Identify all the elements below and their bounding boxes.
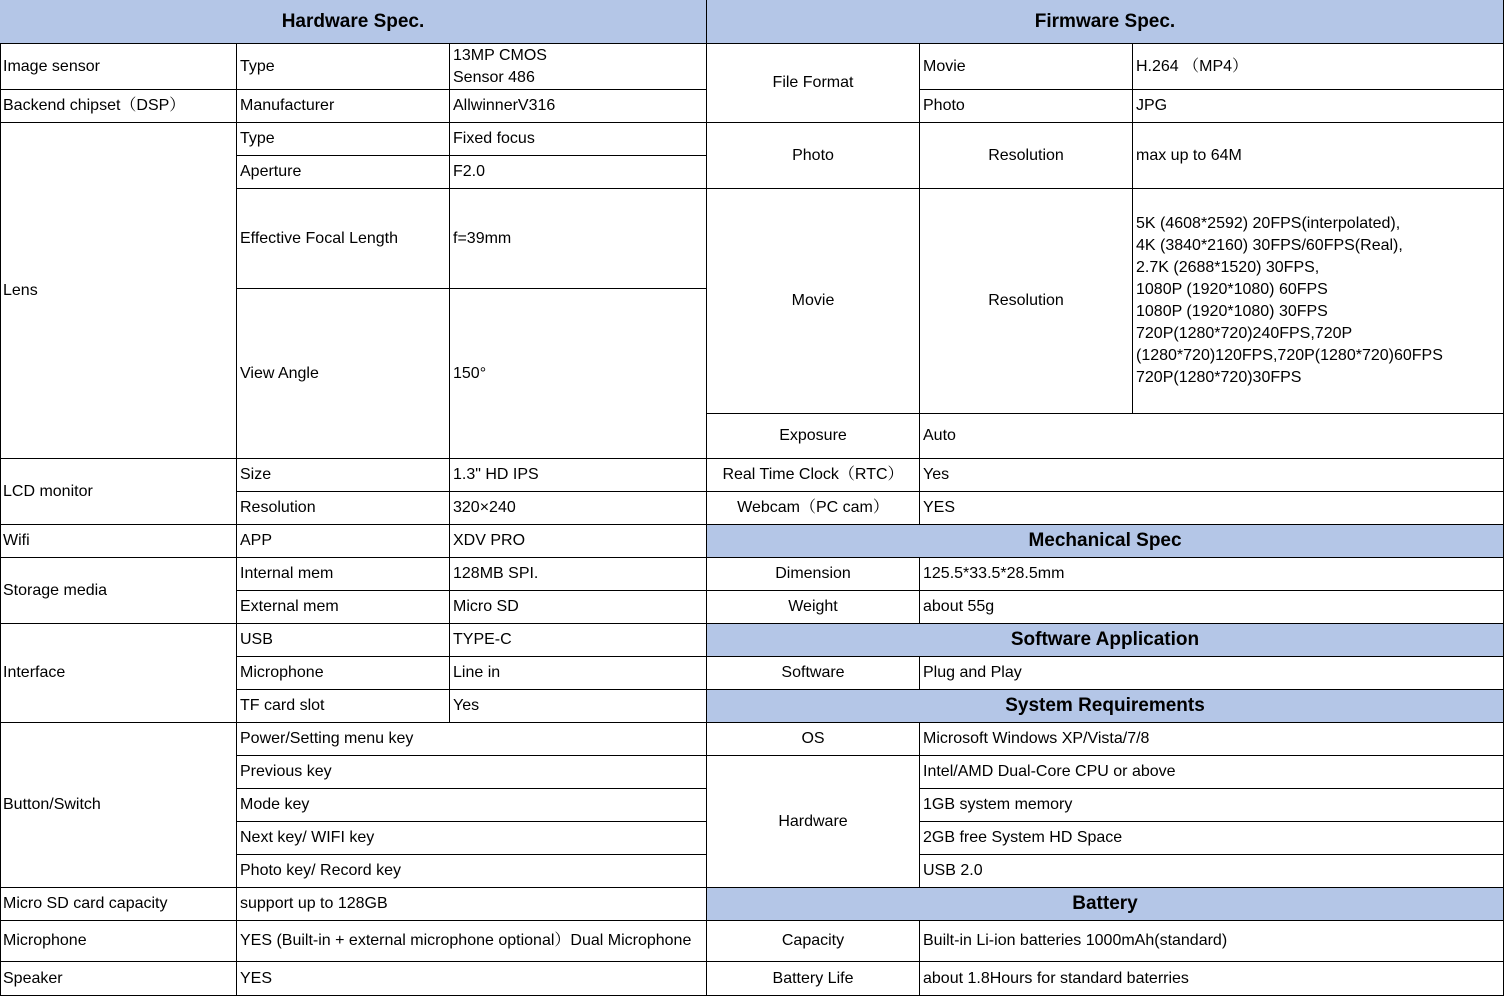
storage-internal-value: 128MB SPI. bbox=[450, 558, 707, 591]
battery-capacity-value: Built-in Li-ion batteries 1000mAh(standard) bbox=[920, 921, 1504, 962]
hardware-spec-header: Hardware Spec. bbox=[0, 0, 707, 44]
interface-label: Interface bbox=[0, 624, 237, 723]
microphone-value: YES (Built-in + external microphone optional）Dual Microphone bbox=[237, 921, 707, 962]
backend-chipset-value: AllwinnerV316 bbox=[450, 90, 707, 123]
photo-label: Photo bbox=[707, 123, 920, 189]
photo-resolution-value: max up to 64M bbox=[1133, 123, 1504, 189]
microphone-label: Microphone bbox=[0, 921, 237, 962]
image-sensor-key: Type bbox=[237, 44, 450, 90]
lens-label: Lens bbox=[0, 123, 237, 459]
storage-media-label: Storage media bbox=[0, 558, 237, 624]
movie-label: Movie bbox=[707, 189, 920, 414]
wifi-label: Wifi bbox=[0, 525, 237, 558]
file-format-photo-value: JPG bbox=[1133, 90, 1504, 123]
exposure-label: Exposure bbox=[707, 414, 920, 459]
weight-value: about 55g bbox=[920, 591, 1504, 624]
button-item: Next key/ WIFI key bbox=[237, 822, 707, 855]
storage-internal-key: Internal mem bbox=[237, 558, 450, 591]
file-format-label: File Format bbox=[707, 44, 920, 123]
lcd-size-value: 1.3" HD IPS bbox=[450, 459, 707, 492]
lens-focal-value: f=39mm bbox=[450, 189, 707, 289]
sd-capacity-value: support up to 128GB bbox=[237, 888, 707, 921]
photo-resolution-key: Resolution bbox=[920, 123, 1133, 189]
lens-angle-key: View Angle bbox=[237, 289, 450, 459]
os-label: OS bbox=[707, 723, 920, 756]
system-hardware-label: Hardware bbox=[707, 756, 920, 888]
interface-usb-value: TYPE-C bbox=[450, 624, 707, 657]
backend-chipset-key: Manufacturer bbox=[237, 90, 450, 123]
interface-usb-key: USB bbox=[237, 624, 450, 657]
exposure-value: Auto bbox=[920, 414, 1504, 459]
image-sensor-label: Image sensor bbox=[0, 44, 237, 90]
button-item: Mode key bbox=[237, 789, 707, 822]
system-hardware-item: 1GB system memory bbox=[920, 789, 1504, 822]
lens-type-value: Fixed focus bbox=[450, 123, 707, 156]
storage-external-value: Micro SD bbox=[450, 591, 707, 624]
wifi-value: XDV PRO bbox=[450, 525, 707, 558]
storage-external-key: External mem bbox=[237, 591, 450, 624]
lcd-resolution-key: Resolution bbox=[237, 492, 450, 525]
software-label: Software bbox=[707, 657, 920, 690]
button-item: Power/Setting menu key bbox=[237, 723, 707, 756]
sd-capacity-label: Micro SD card capacity bbox=[0, 888, 237, 921]
system-hardware-item: 2GB free System HD Space bbox=[920, 822, 1504, 855]
battery-capacity-label: Capacity bbox=[707, 921, 920, 962]
battery-life-label: Battery Life bbox=[707, 962, 920, 996]
interface-mic-key: Microphone bbox=[237, 657, 450, 690]
dimension-label: Dimension bbox=[707, 558, 920, 591]
movie-resolution-value: 5K (4608*2592) 20FPS(interpolated), 4K (3840*2160) 30FPS/60FPS(Real), 2.7K (2688*1520) 30FPS, 1080P (1920*1080) 60FPS 1080P (1920*1080) 30FPS 720P(1280*720)240FPS,720P (1280*720)120FPS,720P(1280*720)60FPS 720P(1280*720)30FPS bbox=[1133, 189, 1504, 414]
lcd-size-key: Size bbox=[237, 459, 450, 492]
lens-aperture-value: F2.0 bbox=[450, 156, 707, 189]
interface-tf-key: TF card slot bbox=[237, 690, 450, 723]
rtc-label: Real Time Clock（RTC） bbox=[707, 459, 920, 492]
wifi-key: APP bbox=[237, 525, 450, 558]
firmware-spec-header: Firmware Spec. bbox=[707, 0, 1504, 44]
interface-tf-value: Yes bbox=[450, 690, 707, 723]
webcam-value: YES bbox=[920, 492, 1504, 525]
file-format-movie-value: H.264 （MP4） bbox=[1133, 44, 1504, 90]
button-item: Previous key bbox=[237, 756, 707, 789]
movie-resolution-key: Resolution bbox=[920, 189, 1133, 414]
battery-header: Battery bbox=[707, 888, 1504, 921]
lcd-monitor-label: LCD monitor bbox=[0, 459, 237, 525]
system-hardware-item: USB 2.0 bbox=[920, 855, 1504, 888]
os-value: Microsoft Windows XP/Vista/7/8 bbox=[920, 723, 1504, 756]
mechanical-spec-header: Mechanical Spec bbox=[707, 525, 1504, 558]
button-item: Photo key/ Record key bbox=[237, 855, 707, 888]
software-value: Plug and Play bbox=[920, 657, 1504, 690]
lens-type-key: Type bbox=[237, 123, 450, 156]
lcd-resolution-value: 320×240 bbox=[450, 492, 707, 525]
rtc-value: Yes bbox=[920, 459, 1504, 492]
system-requirements-header: System Requirements bbox=[707, 690, 1504, 723]
software-application-header: Software Application bbox=[707, 624, 1504, 657]
file-format-photo-key: Photo bbox=[920, 90, 1133, 123]
lens-angle-value: 150° bbox=[450, 289, 707, 459]
backend-chipset-label: Backend chipset（DSP） bbox=[0, 90, 237, 123]
webcam-label: Webcam（PC cam） bbox=[707, 492, 920, 525]
interface-mic-value: Line in bbox=[450, 657, 707, 690]
button-switch-label: Button/Switch bbox=[0, 723, 237, 888]
weight-label: Weight bbox=[707, 591, 920, 624]
file-format-movie-key: Movie bbox=[920, 44, 1133, 90]
battery-life-value: about 1.8Hours for standard baterries bbox=[920, 962, 1504, 996]
system-hardware-item: Intel/AMD Dual-Core CPU or above bbox=[920, 756, 1504, 789]
dimension-value: 125.5*33.5*28.5mm bbox=[920, 558, 1504, 591]
image-sensor-value: 13MP CMOS Sensor 486 bbox=[450, 44, 707, 90]
lens-aperture-key: Aperture bbox=[237, 156, 450, 189]
lens-focal-key: Effective Focal Length bbox=[237, 189, 450, 289]
speaker-label: Speaker bbox=[0, 962, 237, 996]
speaker-value: YES bbox=[237, 962, 707, 996]
